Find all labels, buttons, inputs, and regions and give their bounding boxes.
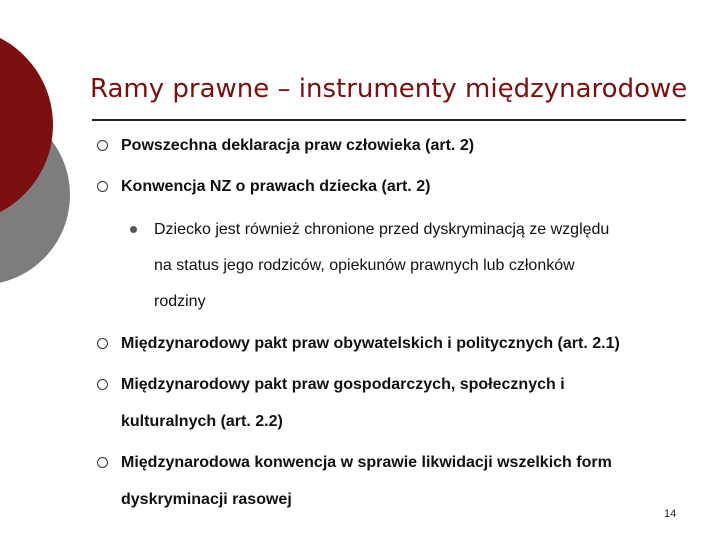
sub-bullet-text-line-1: Dziecko jest również chronione przed dyskryminacją ze względu xyxy=(154,221,610,238)
bullet-text-line-1: Międzynarodowa konwencja w sprawie likwidacji wszelkich form xyxy=(121,454,612,471)
hollow-circle-bullet-icon xyxy=(97,181,108,192)
bullet-text-line-2: dyskryminacji rasowej xyxy=(121,491,292,508)
hollow-circle-bullet-icon xyxy=(97,379,108,390)
bullet-text: Międzynarodowy pakt praw obywatelskich i politycznych (art. 2.1) xyxy=(121,335,620,352)
sub-bullet-text-line-3: rodziny xyxy=(154,293,206,310)
bullet-text-line-1: Międzynarodowy pakt praw gospodarczych, społecznych i xyxy=(121,376,565,393)
title-divider xyxy=(92,119,686,121)
hollow-circle-bullet-icon xyxy=(97,457,108,468)
bullet-text: Konwencja NZ o prawach dziecka (art. 2) xyxy=(121,178,431,195)
page-number: 14 xyxy=(664,508,677,520)
slide-title: Ramy prawne – instrumenty międzynarodowe xyxy=(90,74,688,104)
bullet-text-line-2: kulturalnych (art. 2.2) xyxy=(121,413,283,430)
filled-dot-bullet-icon xyxy=(130,226,137,233)
hollow-circle-bullet-icon xyxy=(97,338,108,349)
hollow-circle-bullet-icon xyxy=(97,140,108,151)
bullet-text: Powszechna deklaracja praw człowieka (art. 2) xyxy=(121,137,475,154)
sub-bullet-text-line-2: na status jego rodziców, opiekunów prawnych lub członków xyxy=(154,257,575,274)
